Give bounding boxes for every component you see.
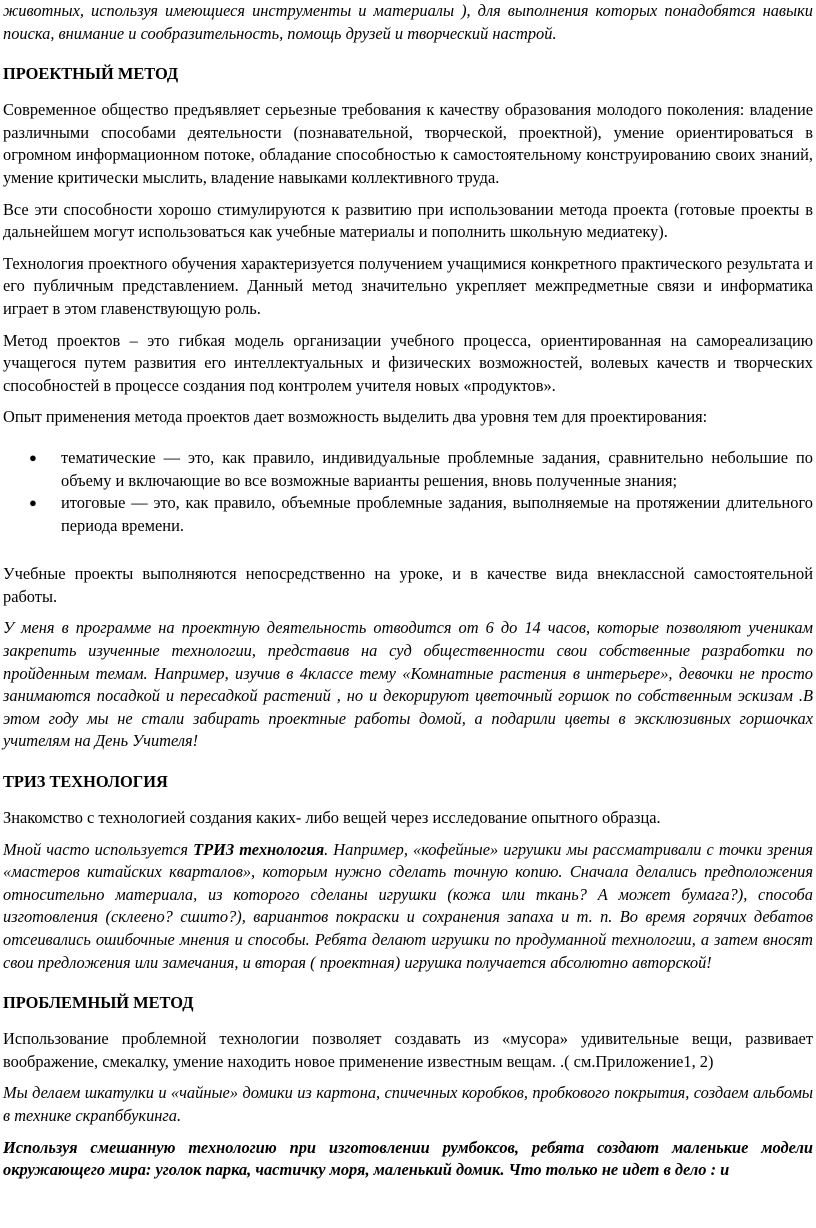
triz-paragraph-1: Знакомство с технологией создания каких- либо вещей через исследование опытного образца.: [3, 808, 661, 828]
triz-term: ТРИЗ технология: [193, 839, 325, 859]
heading-project-method: ПРОЕКТНЫЙ МЕТОД: [3, 64, 179, 84]
problem-paragraph-3: Используя смешанную технологию при изготовлении румбоксов, ребята создают маленькие модели окружающего мира: уголок парка, частичку моря, маленький домик. Что только не идет в дело : и: [3, 1137, 813, 1180]
bullet-icon: ●: [29, 449, 37, 465]
project-levels-list: [3, 447, 813, 537]
project-paragraph-6: Учебные проекты выполняются непосредственно на уроке, и в качестве вида внеклассной самостоятельной работы.: [3, 564, 813, 606]
list-item-text: тематические — это, как правило, индивидуальные проблемные задания, сравнительно небольшие по объему и включающие во все возможные варианты решения, вновь полученные знания;: [61, 447, 813, 490]
project-paragraph-4: Метод проектов – это гибкая модель организации учебного процесса, ориентированная на самореализацию учащегося путем развития его интеллектуальных и физических возможностей, волевых качеств и творческих способностей в процессе создания под контролем учителя новых «продуктов».: [3, 330, 813, 395]
project-paragraph-2: Все эти способности хорошо стимулируются к развитию при использовании метода проекта (готовые проекты в дальнейшем могут использоваться как учебные материалы и пополнить школьную медиатеку).: [3, 199, 813, 242]
triz-paragraph-2-rest: . Например, «кофейные» игрушки мы рассматривали с точки зрения «мастеров китайских кварталов», которым нужно сделать точную копию. Сначала делались предположения относительно материала, из которого сделаны игрушки (кожа или ткань? А может бумага?), способа изготовления (склеено? сшито?), вариантов покраски и сохранения запаха и т. п. Во время горячих дебатов отсеивались ошибочные мнения и способы. Ребята делают игрушки по продуманной технологии, а затем вносят свои предложения или замечания, и вторая ( проектная) игрушка получается абсолютно авторской!: [3, 839, 813, 972]
project-paragraph-7: У меня в программе на проектную деятельность отводится от 6 до 14 часов, которые позволяют ученикам закрепить изученные технологии, представив на суд общественности свои собственные разработки по пройденным темам. Например, изучив в 4классе тему «Комнатные растения в интерьере», девочки не просто занимаются посадкой и пересадкой растений , но и декорируют цветочный горшок по собственным эскизам .В этом году мы не стали забирать проектные работы домой, а подарили цветы в эксклюзивных горшочках учителям на День Учителя!: [3, 618, 813, 751]
heading-triz: ТРИЗ ТЕХНОЛОГИЯ: [3, 772, 168, 792]
list-item-text: итоговые — это, как правило, объемные проблемные задания, выполняемые на протяжении длительного периода времени.: [61, 493, 813, 535]
list-item: [3, 447, 813, 492]
project-paragraph-5: Опыт применения метода проектов дает возможность выделить два уровня тем для проектирования:: [3, 407, 708, 427]
heading-problem-method: ПРОБЛЕМНЫЙ МЕТОД: [3, 993, 194, 1013]
intro-fragment: животных, используя имеющиеся инструменты и материалы ), для выполнения которых понадобятся навыки поиска, внимание и сообразительность, помощь друзей и творческий настрой.: [3, 1, 813, 43]
bullet-icon: ●: [29, 495, 37, 511]
problem-paragraph-2: Мы делаем шкатулки и «чайные» домики из картона, спичечных коробков, пробкового покрытия, создаем альбомы в технике скрапббукинга.: [3, 1083, 813, 1125]
project-paragraph-3: Технология проектного обучения характеризуется получением учащимися конкретного практического результата и его публичным представлением. Данный метод значительно укрепляет межпредметные связи и информатика играет в этом главенствующую роль.: [3, 253, 813, 318]
list-item: [3, 492, 813, 537]
triz-paragraph-2: [3, 839, 813, 975]
triz-paragraph-2-start: Мной часто используется: [3, 839, 194, 859]
problem-paragraph-1: Использование проблемной технологии позволяет создавать из «мусора» удивительные вещи, развивает воображение, смекалку, умение находить новое применение известным вещам. .( см.Приложение1, 2): [3, 1029, 813, 1071]
project-paragraph-1: Современное общество предъявляет серьезные требования к качеству образования молодого поколения: владение различными способами деятельности (познавательной, творческой, проектной), умение ориентироваться в огромном информационном потоке, обладание способностью к самостоятельному конструированию своих знаний, умение критически мыслить, владение навыками коллективного труда.: [3, 100, 813, 187]
